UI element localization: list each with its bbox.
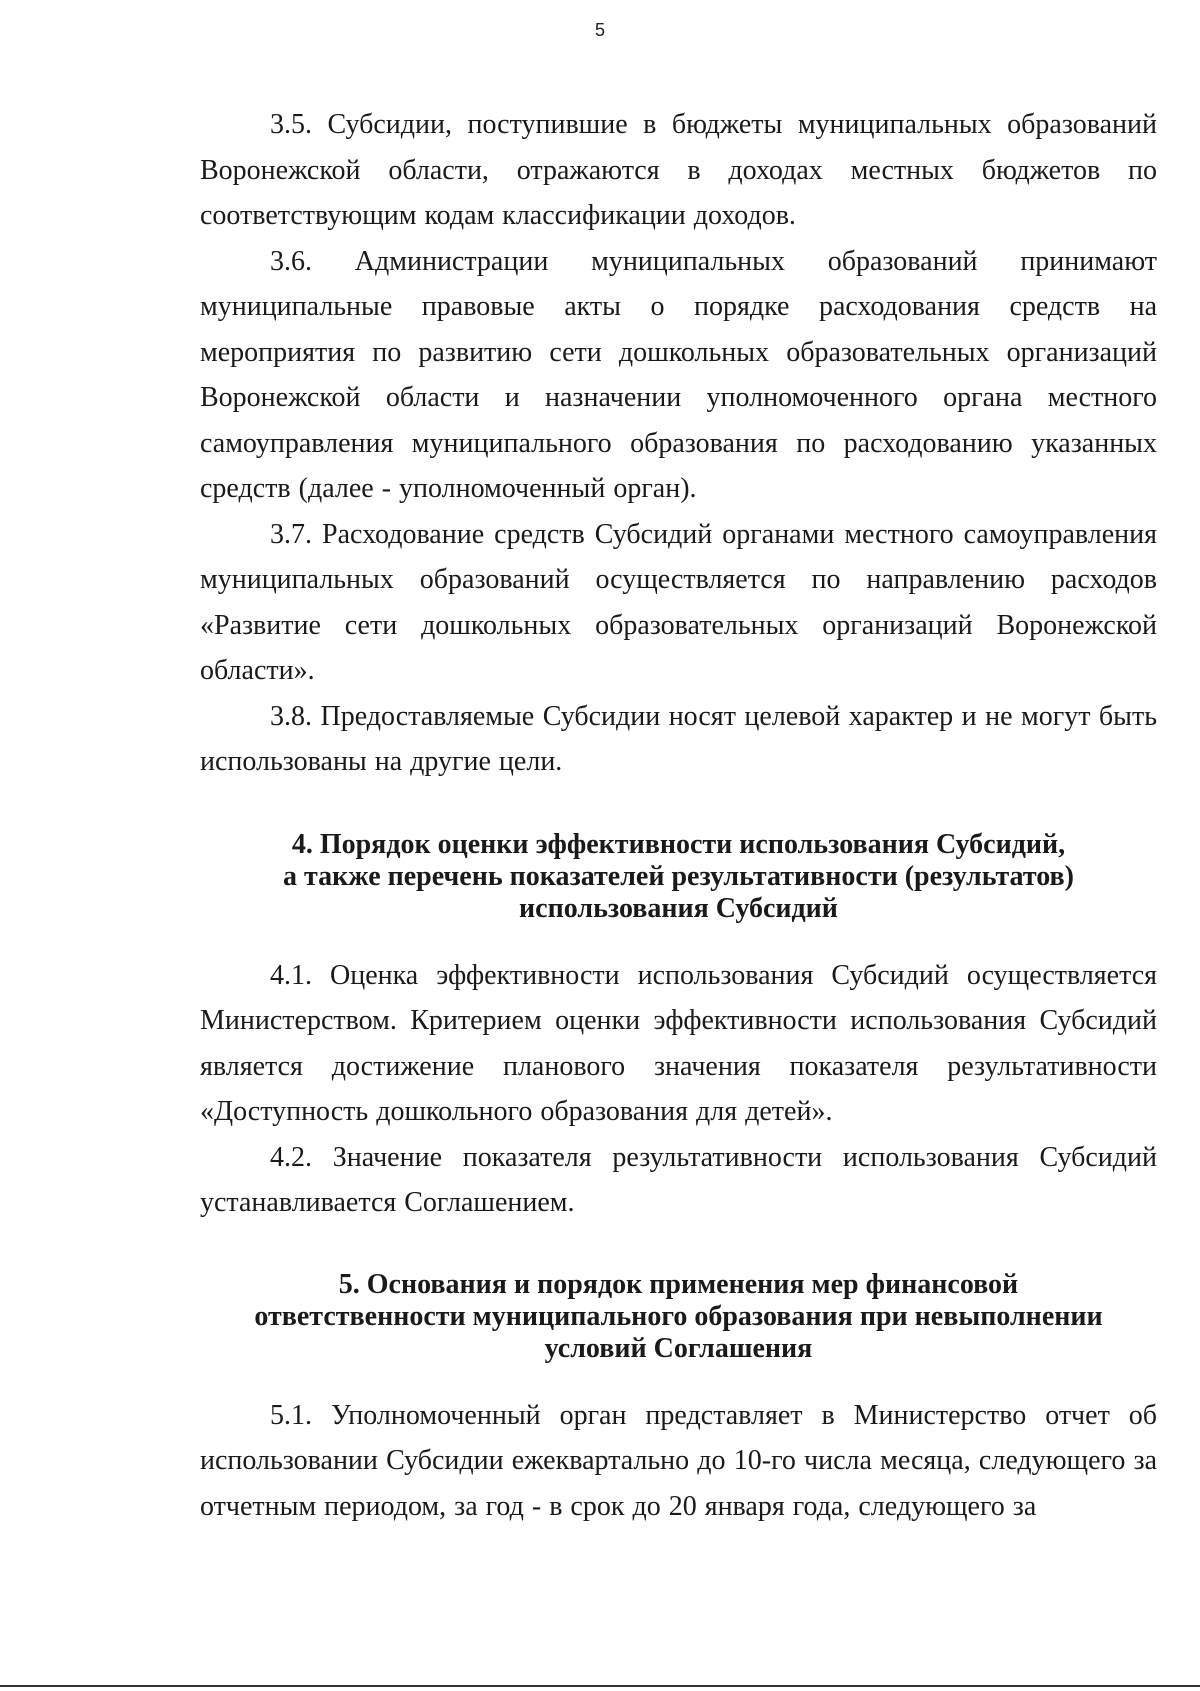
section-5-heading-line: условий Соглашения [544, 1332, 813, 1364]
section-4-heading [200, 829, 1157, 925]
section-5-heading [200, 1269, 1157, 1365]
page-number: 5 [594, 20, 605, 40]
paragraph-4-2: 4.2. Значение показателя результативности использования Субсидий устанавливается Соглашением. [200, 1141, 1157, 1218]
section-5-heading-line: ответственности муниципального образования при невыполнении [254, 1300, 1103, 1332]
paragraph-3-5: 3.5. Субсидии, поступившие в бюджеты муниципальных образований Воронежской области, отражаются в доходах местных бюджетов по соответствующим кодам классификации доходов. [200, 109, 1157, 231]
paragraph-4-1: 4.1. Оценка эффективности использования Субсидий осуществляется Министерством. Критерием оценки эффективности использования Субсидий является достижение планового значения показателя результативности «Доступность дошкольного образования для детей». [200, 959, 1157, 1127]
document-body [200, 102, 1157, 1529]
section-4-heading-line: 4. Порядок оценки эффективности использования Субсидий, [291, 828, 1066, 860]
paragraph-3-8: 3.8. Предоставляемые Субсидии носят целевой характер и не могут быть использованы на другие цели. [200, 700, 1157, 777]
section-4-heading-line: использования Субсидий [519, 892, 838, 924]
page-bottom-edge [0, 1685, 1200, 1687]
paragraph-3-7: 3.7. Расходование средств Субсидий органами местного самоуправления муниципальных образований осуществляется по направлению расходов «Развитие сети дошкольных образовательных организаций Воронежской области». [200, 518, 1157, 686]
paragraph-5-1: 5.1. Уполномоченный орган представляет в Министерство отчет об использовании Субсидии ежеквартально до 10-го числа месяца, следующего за отчетным периодом, за год - в срок до 20 января года, следующего за [200, 1399, 1157, 1522]
paragraph-3-6: 3.6. Администрации муниципальных образований принимают муниципальные правовые акты о порядке расходования средств на мероприятия по развитию сети дошкольных образовательных организаций Воронежской области и назначении уполномоченного органа местного самоуправления муниципального образования по расходованию указанных средств (далее - уполномоченный орган). [200, 245, 1157, 504]
section-5-heading-line: 5. Основания и порядок применения мер финансовой [338, 1268, 1019, 1300]
section-4-heading-line: а также перечень показателей результативности (результатов) [283, 860, 1074, 892]
